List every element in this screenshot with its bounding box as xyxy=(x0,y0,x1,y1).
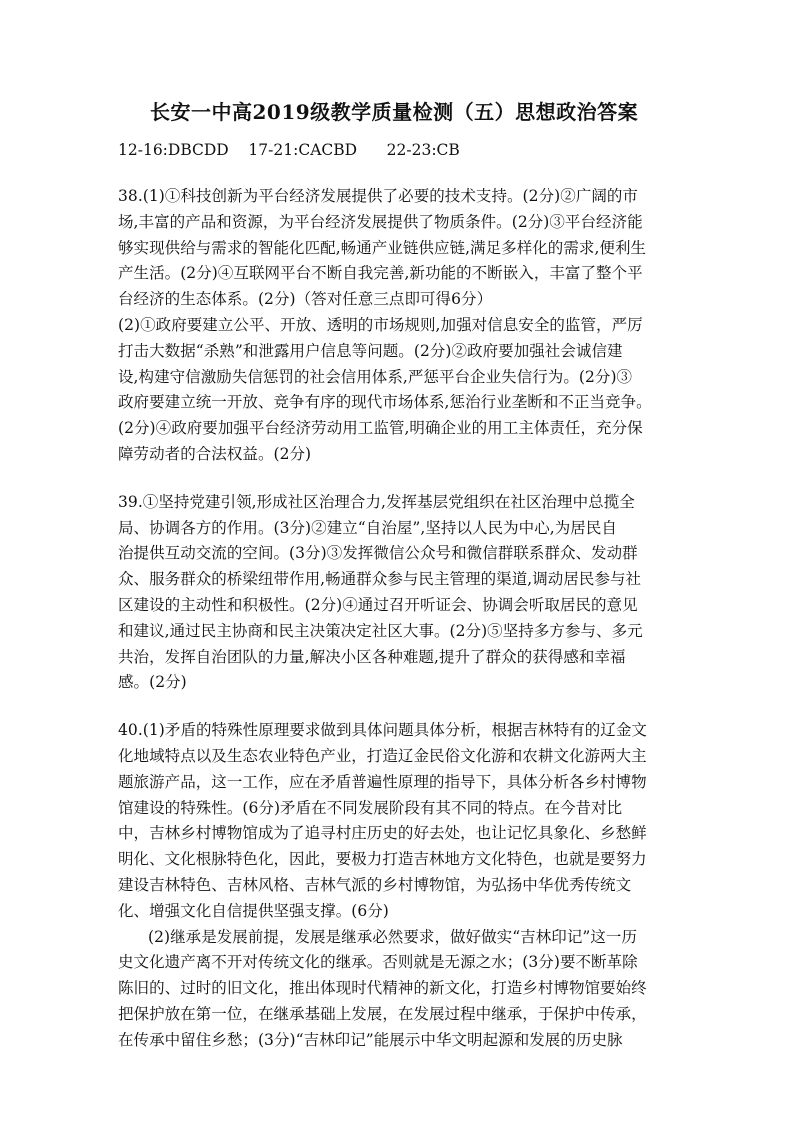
answer-text-line: 化地域特点以及生态农业特色产业，打造辽金民俗文化游和农耕文化游两大主 xyxy=(118,746,647,765)
answer-text-line: 化、增强文化自信提供坚强支撑。(6分) xyxy=(118,901,389,920)
answer-text-line: 中，吉林乡村博物馆成为了追寻村庄历史的好去处，也让记忆具象化、乡愁鲜 xyxy=(118,824,647,843)
answer-text-line: 场,丰富的产品和资源，为平台经济发展提供了物质条件。(2分)③平台经济能 xyxy=(118,212,643,231)
answer-text-line: 39.①坚持党建引领,形成社区治理合力,发挥基层党组织在社区治理中总揽全 xyxy=(118,492,635,511)
answer-text-line: 38.(1)①科技创新为平台经济发展提供了必要的技术支持。(2分)②广阔的市 xyxy=(118,187,638,205)
answer-text-line: 打击大数据“杀熟”和泄露用户信息等问题。(2分)②政府要加强社会诚信建 xyxy=(118,341,623,360)
answer-text-line: 产生活。(2分)④互联网平台不断自我完善,新功能的不断嵌入，丰富了整个平 xyxy=(118,264,643,283)
answer-text-line: 台经济的生态体系。(2分)（答对任意三点即可得6分） xyxy=(118,290,493,309)
answer-text-line: 40.(1)矛盾的特殊性原理要求做到具体问题具体分析，根据吉林特有的辽金文 xyxy=(118,721,647,740)
answer-text-line: 把保护放在第一位，在继承基础上发展，在发展过程中继承，于保护中传承， xyxy=(118,1004,647,1023)
answer-text-line: 明化、文化根脉特色化，因此，要极力打造吉林地方文化特色，也就是要努力 xyxy=(118,850,647,869)
answer-text-line: 障劳动者的合法权益。(2分) xyxy=(118,444,312,463)
answer-text-line: 众、服务群众的桥梁纽带作用,畅通群众参与民主管理的渠道,调动居民参与社 xyxy=(118,570,642,589)
answer-block-39 xyxy=(118,490,734,696)
answer-text-line: 局、协调各方的作用。(3分)②建立“自治屋”,坚持以人民为中心,为居民自 xyxy=(118,518,617,537)
answer-text-line: 感。(2分) xyxy=(118,673,187,692)
answer-text-line: 馆建设的特殊性。(6分)矛盾在不同发展阶段有其不同的特点。在今昔对比 xyxy=(118,798,623,817)
answer-text-line: 共治，发挥自治团队的力量,解决小区各种难题,提升了群众的获得感和幸福 xyxy=(118,647,626,666)
answer-text-line: 和建议,通过民主协商和民主决策决定社区大事。(2分)⑤坚持多方参与、多元 xyxy=(118,621,643,640)
answer-text-line: 政府要建立统一开放、竞争有序的现代市场体系,惩治行业垄断和不正当竞争。 xyxy=(118,393,652,412)
answer-text-line: (2)继承是发展前提，发展是继承必然要求，做好做实“吉林印记”这一历 xyxy=(148,927,638,946)
answer-text-line: 建设吉林特色、吉林风格、吉林气派的乡村博物馆，为弘扬中华优秀传统文 xyxy=(118,875,632,894)
answer-text-line: 够实现供给与需求的智能化匹配,畅通产业链供应链,满足多样化的需求,便利生 xyxy=(118,238,647,257)
choice-answers: 12-16:DBCDD 17-21:CACBD 22-23:CB xyxy=(118,141,460,159)
answer-text-line: 陈旧的、过时的旧文化，推出体现时代精神的新文化，打造乡村博物馆要始终 xyxy=(118,979,647,998)
answer-text-line: 在传承中留住乡愁；(3分)“吉林印记”能展示中华文明起源和发展的历史脉 xyxy=(118,1030,623,1049)
answer-block-40 xyxy=(118,718,734,1053)
answer-text-line: 题旅游产品，这一工作，应在矛盾普遍性原理的指导下，具体分析各乡村博物 xyxy=(118,772,647,791)
answer-block-38 xyxy=(118,184,734,468)
page-title: 长安一中高2019级教学质量检测（五）思想政治答案 xyxy=(150,100,639,124)
answer-text-line: 治提供互动交流的空间。(3分)③发挥微信公众号和微信群联系群众、发动群 xyxy=(118,544,638,563)
answer-text-line: 区建设的主动性和积极性。(2分)④通过召开听证会、协调会听取居民的意见 xyxy=(118,595,638,614)
answer-text-line: 史文化遗产离不开对传统文化的继承。否则就是无源之水；(3分)要不断革除 xyxy=(118,953,638,972)
answer-text-line: (2)①政府要建立公平、开放、透明的市场规则,加强对信息安全的监管，严厉 xyxy=(118,315,643,334)
answer-text-line: 设,构建守信激励失信惩罚的社会信用体系,严惩平台企业失信行为。(2分)③ xyxy=(118,367,633,386)
answer-text-line: (2分)④政府要加强平台经济劳动用工监管,明确企业的用工主体责任，充分保 xyxy=(118,419,643,438)
